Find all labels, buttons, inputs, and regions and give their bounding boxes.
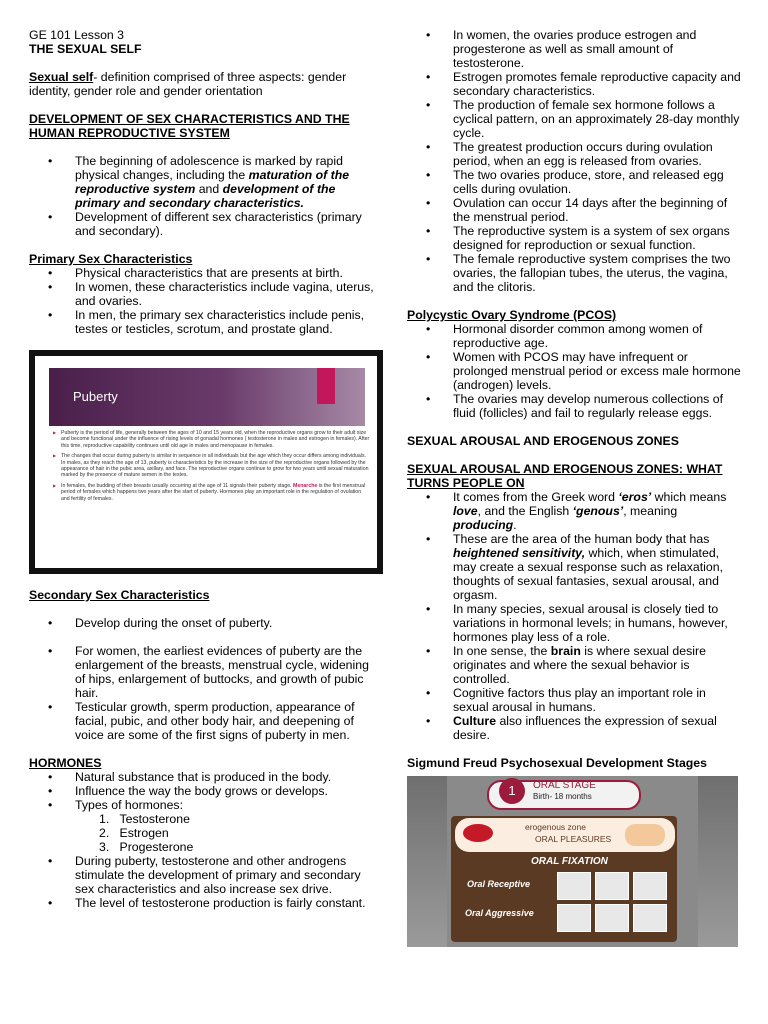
list-item: • The beginning of adolescence is marked by rapid physical changes, including the maturation of the reproductive system and development of the primary and secondary characteristics. [29,154,374,210]
list-item: • The level of testosterone production is fairly constant. [29,896,374,910]
slide-body [53,430,371,506]
list-item: • For women, the earliest evidences of puberty are the enlargement of the breasts, menstrual cycle, widening of hips, enlargement of buttocks, and growth of pubic hair. [29,644,374,700]
list-item: • Physical characteristics that are presents at birth. [29,266,374,280]
sexual-self-definition [29,70,374,98]
list-item: 1. Testosterone [99,812,190,826]
secondary-list [29,616,374,630]
stage-title: ORAL STAGE [533,780,596,791]
list-item: 2. Estrogen [99,826,169,840]
oral-stage-image [407,776,738,947]
list-item: • The reproductive system is a system of sex organs designed for reproduction or sexual function. [407,224,742,252]
list-item: • These are the area of the human body that has heightened sensitivity, which, when stimulated, may create a sexual response such as relaxation, thoughts of sexual fantasies, sexual arousal, and orgasm. [407,532,742,602]
list-item: • Cognitive factors thus play an important role in sexual arousal in humans. [407,686,742,714]
list-item: • Ovulation can occur 14 days after the beginning of the menstrual period. [407,196,742,224]
oral-aggressive-label: Oral Aggressive [465,908,534,918]
baby-icon [625,824,665,846]
fixation-label: ORAL FIXATION [531,856,608,867]
slide-paragraph: ▶ The changes that occur during puberty is similar in sequence in all individuals but the age which they occur differs among individuals. In males, as they reach the age of 13, puberty is characteristics by the increase in the size of the reproductive organs followed by the appearance of hair in the pubic area, axillary, and face. The reproductive organs continue to grow for two years until sexual maturation marked by the presence of mature semen in the testes. [53,453,371,479]
development-list [29,154,374,238]
eating-picture [633,872,667,900]
slide-header [49,368,365,426]
development-heading: DEVELOPMENT OF SEX CHARACTERISTICS AND THE HUMAN REPRODUCTIVE SYSTEM [29,112,350,140]
list-item: • Women with PCOS may have infrequent or prolonged menstrual period or excess male hormone (androgen) levels. [407,350,742,392]
list-item: • The ovaries may develop numerous collections of fluid (follicles) and fail to regularly release eggs. [407,392,742,420]
list-item: • The two ovaries produce, store, and released egg cells during ovulation. [407,168,742,196]
image-side-panel [407,776,447,947]
oral-receptive-label: Oral Receptive [467,879,531,889]
arguing-picture [633,904,667,932]
hormones-list-2 [29,854,374,910]
list-item: • In women, these characteristics include vagina, uterus, and ovaries. [29,280,374,308]
course-label: GE 101 Lesson 3 [29,28,125,42]
list-item: • In women, the ovaries produce estrogen and progesterone as well as small amount of testosterone. [407,28,742,70]
arousal-list [407,490,742,742]
slide-title: Puberty [73,389,118,404]
list-item: • Testicular growth, sperm production, appearance of facial, pubic, and other body hair, and deepening of voice are some of the first signs of puberty in men. [29,700,374,742]
list-item: • In many species, sexual arousal is closely tied to variations in hormonal levels; in humans, however, hormones play less of a role. [407,602,742,644]
zone-pleasures-label: ORAL PLEASURES [535,834,612,844]
primary-list [29,266,374,336]
right-column [407,28,742,947]
secondary-heading: Secondary Sex Characteristics [29,588,210,602]
slide-accent-tab [317,368,335,404]
list-item: 3. Progesterone [99,840,194,854]
freud-heading: Sigmund Freud Psychosexual Development Stages [407,756,707,770]
arousal-subheading: SEXUAL AROUSAL AND EROGENOUS ZONES: WHAT TURNS PEOPLE ON [407,462,723,490]
smoking-picture [557,872,591,900]
list-item: • It comes from the Greek word ‘eros’ which means love, and the English ‘genous’, meaning producing. [407,490,742,532]
left-column [29,28,374,910]
hormones-list [29,770,374,812]
page-title: THE SEXUAL SELF [29,42,142,56]
list-item: • Types of hormones: [29,798,374,812]
secondary-list-2 [29,644,374,742]
drinking-picture [595,872,629,900]
list-item: • Culture also influences the expression of sexual desire. [407,714,742,742]
list-item: • Development of different sex characteristics (primary and secondary). [29,210,374,238]
stage-number: 1 [499,778,525,804]
pcos-heading: Polycystic Ovary Syndrome (PCOS) [407,308,617,322]
list-item: • The greatest production occurs during ovulation period, when an egg is released from ovaries. [407,140,742,168]
list-item: • Develop during the onset of puberty. [29,616,374,630]
list-item: • During puberty, testosterone and other androgens stimulate the development of primary and secondary sex characteristics and also increase sex drive. [29,854,374,896]
female-hormones-list [407,28,742,294]
list-item: • Natural substance that is produced in the body. [29,770,374,784]
zone-label: erogenous zone [525,822,586,832]
lips-icon [463,824,493,842]
definition-text: - definition comprised of three aspects: gender identity, gender role and gender orientation [29,70,347,98]
puberty-slide-image [29,350,383,574]
stage-age-range: Birth- 18 months [533,792,592,801]
list-item: • Influence the way the body grows or develops. [29,784,374,798]
list-item: • The production of female sex hormone follows a cyclical pattern, on an approximately 28-day monthly cycle. [407,98,742,140]
list-item: • In men, the primary sex characteristics include penis, testes or testicles, scrotum, and prostate gland. [29,308,374,336]
arousal-heading: SEXUAL AROUSAL AND EROGENOUS ZONES [407,434,679,448]
hormones-heading: HORMONES [29,756,102,770]
image-side-panel [698,776,738,947]
primary-heading: Primary Sex Characteristics [29,252,193,266]
slide-paragraph: ▶ Puberty is the period of life, generally between the ages of 10 and 15 years old, when the reproductive organs grow to their adult size and become functional under the influence of rising levels of gonadal hormones ( testosterone in males and estrogen in females). After this time, reproductive capability continues until old age in males and menopause in females. [53,430,371,449]
list-item: • Hormonal disorder common among women of reproductive age. [407,322,742,350]
chewing-picture [595,904,629,932]
list-item: • In one sense, the brain is where sexual desire originates and where the sexual behavior is controlled. [407,644,742,686]
slide-paragraph: ▶ In females, the budding of their breasts usually occurring at the age of 11 signals their puberty stage. Menarche is the first menstrual period of females which happens two years after the start of puberty. Hormones play an important role in the regulation of ovulation and fertility of females. [53,483,371,502]
list-item: • The female reproductive system comprises the two ovaries, the fallopian tubes, the uterus, the vagina, and the clitoris. [407,252,742,294]
hormone-types-list [29,812,374,854]
pcos-list [407,322,742,420]
nail-biting-picture [557,904,591,932]
list-item: • Estrogen promotes female reproductive capacity and secondary characteristics. [407,70,742,98]
definition-term: Sexual self [29,70,94,84]
